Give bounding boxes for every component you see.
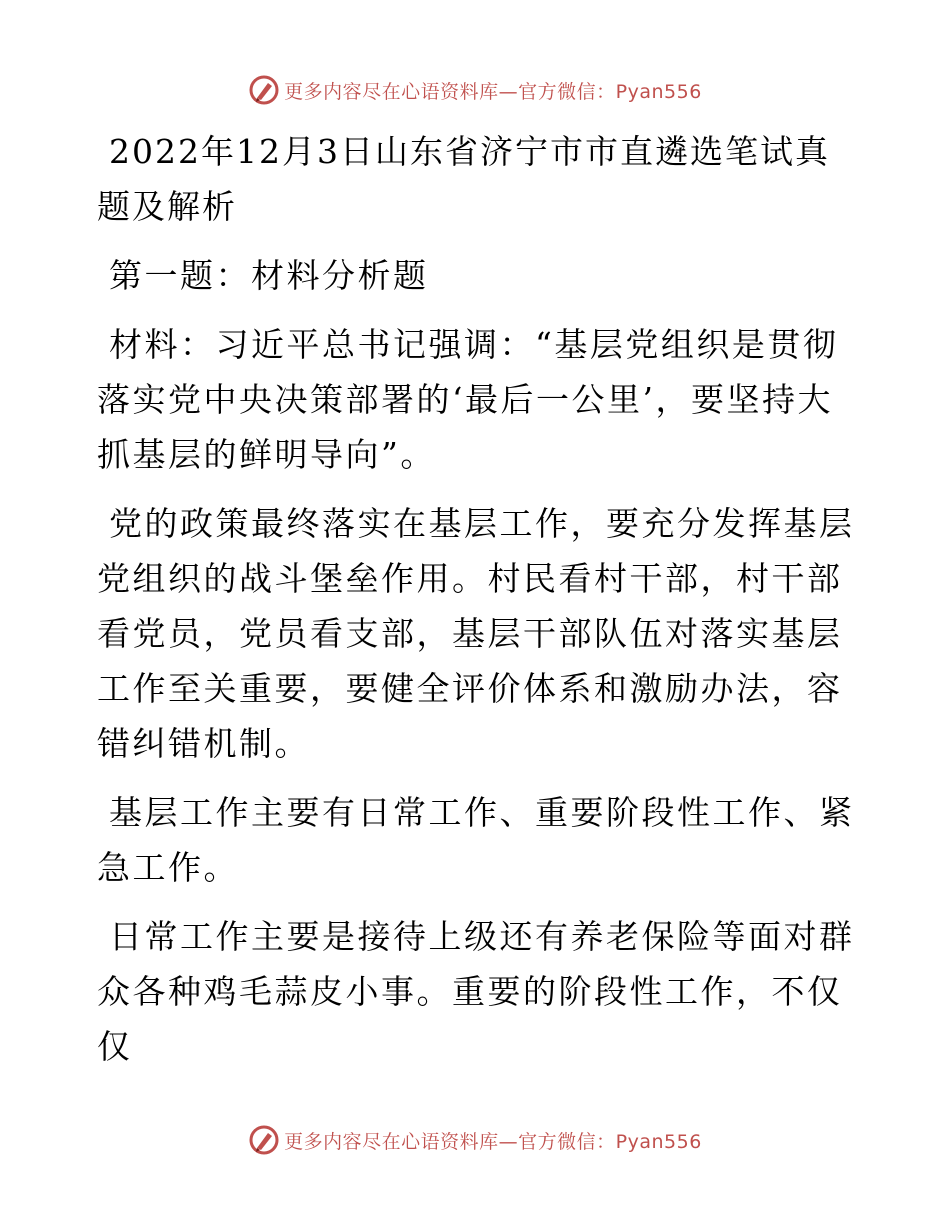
paragraph-3: 基层工作主要有日常工作、重要阶段性工作、紧急工作。 <box>97 793 855 887</box>
section-heading: 第一题：材料分析题 <box>109 256 429 295</box>
paragraph-2: 党的政策最终落实在基层工作，要充分发挥基层党组织的战斗堡垒作用。村民看村干部，村干部看党员，党员看支部，基层干部队伍对落实基层工作至关重要，要健全评价体系和激励办法，容错纠错机制。 <box>97 504 855 763</box>
footer-watermark <box>0 1124 950 1156</box>
document-body <box>97 124 857 1074</box>
watermark-text: 更多内容尽在心语资料库—官方微信：Pyan556 <box>284 1130 702 1153</box>
pen-logo-icon <box>248 1124 280 1156</box>
header-watermark <box>0 74 950 106</box>
document-title: 2022年12月3日山东省济宁市市直遴选笔试真题及解析 <box>97 132 830 226</box>
pen-logo-icon <box>248 74 280 106</box>
watermark-text: 更多内容尽在心语资料库—官方微信：Pyan556 <box>284 80 702 103</box>
paragraph-4: 日常工作主要是接待上级还有养老保险等面对群众各种鸡毛蒜皮小事。重要的阶段性工作，不仅仅 <box>97 917 855 1066</box>
paragraph-1: 材料：习近平总书记强调：“基层党组织是贯彻落实党中央决策部署的‘最后一公里’，要坚持大抓基层的鲜明导向”。 <box>97 325 839 474</box>
